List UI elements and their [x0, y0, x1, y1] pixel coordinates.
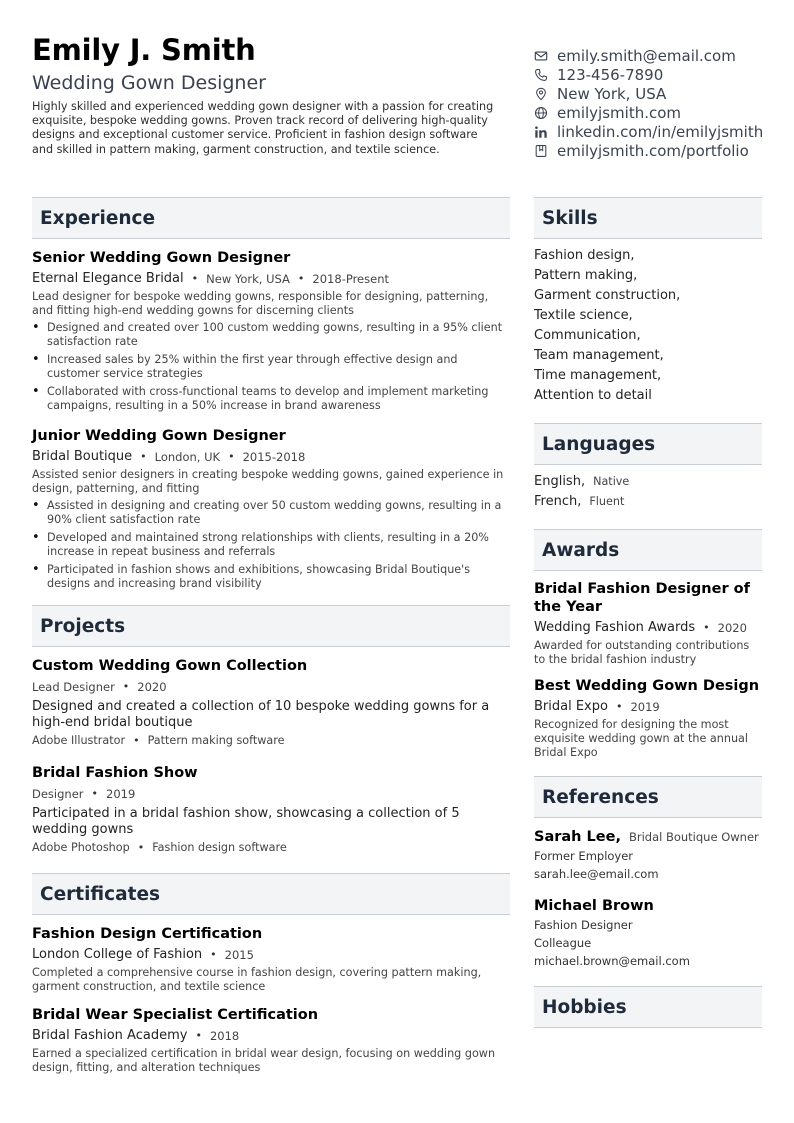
job-bullet: • Increased sales by 25% within the first year through effective design and customer service strategies: [32, 353, 510, 381]
project-tools: [32, 841, 510, 855]
reference-role: Bridal Boutique Owner: [628, 830, 759, 844]
resume-header: [32, 32, 512, 157]
language-name: English,: [534, 474, 586, 489]
skill-item: Attention to detail: [534, 388, 652, 403]
separator-dot: •: [137, 841, 145, 854]
certificate-year: 2018: [209, 1029, 240, 1043]
job-summary: Assisted senior designers in creating bespoke wedding gowns, gained experience in design, patterning, and fitting: [32, 468, 504, 495]
separator-dot: •: [615, 700, 623, 713]
job-meta: [32, 449, 510, 465]
contact-portfolio-text: emilyjsmith.com/portfolio: [557, 141, 749, 160]
certificate-title: Bridal Wear Specialist Certification: [32, 1007, 319, 1023]
separator-dot: •: [191, 272, 199, 285]
certificate-year: 2015: [224, 948, 254, 962]
award-title: Bridal Fashion Designer of the Year: [534, 581, 750, 615]
job-dates: 2015-2018: [242, 450, 306, 464]
certificate-meta: [32, 1028, 510, 1044]
contact-phone-text: 123-456-7890: [557, 65, 664, 84]
skill-item: Time management,: [534, 368, 662, 383]
awards-heading: Awards: [534, 529, 762, 571]
skill-item: Team management,: [534, 348, 664, 363]
language-item: [534, 492, 762, 512]
reference-name: Sarah Lee,: [534, 829, 621, 845]
separator-dot: •: [228, 450, 235, 463]
skill-item: Garment construction,: [534, 288, 681, 303]
location-pin-icon: [534, 87, 548, 101]
skills-list: [534, 246, 762, 406]
project-description: Designed and created a collection of 10 bespoke wedding gowns for a high-end bridal boutique: [32, 699, 490, 730]
reference-email[interactable]: sarah.lee@email.com: [534, 867, 659, 881]
job-meta: [32, 271, 510, 287]
phone-icon: [534, 68, 548, 82]
contact-phone[interactable]: [534, 65, 784, 84]
candidate-name: Emily J. Smith: [32, 33, 256, 67]
skill-item: Pattern making,: [534, 268, 638, 283]
certificate-issuer: Bridal Fashion Academy: [32, 1028, 188, 1043]
profile-summary: Highly skilled and experienced wedding gown designer with a passion for creating exquisite, bespoke wedding gowns. Proven track record of delivering high-quality designs and exceptional customer service. Proficient in fashion design software and skilled in pattern making, garment construction, and textile science.: [32, 100, 494, 156]
references-heading: References: [534, 776, 762, 818]
certificate-description: Earned a specialized certification in bridal wear design, focusing on wedding gown design, fitting, and alteration techniques: [32, 1047, 496, 1074]
separator-dot: •: [140, 450, 147, 463]
job-bullet: • Participated in fashion shows and exhibitions, showcasing Bridal Boutique's designs and increasing brand visibility: [32, 563, 510, 591]
skills-heading: Skills: [534, 197, 762, 239]
left-column: [32, 197, 510, 1075]
candidate-title: Wedding Gown Designer: [32, 72, 266, 94]
contact-website[interactable]: [534, 103, 784, 122]
award-issuer: Wedding Fashion Awards: [534, 620, 696, 635]
contact-linkedin[interactable]: [534, 122, 784, 141]
job-bullets: [32, 321, 510, 413]
language-item: [534, 472, 762, 492]
bookmark-icon: [534, 144, 548, 158]
reference-relation: Former Employer: [534, 849, 634, 863]
reference-relation: Colleague: [534, 936, 592, 950]
certificate-description: Completed a comprehensive course in fashion design, covering pattern making, garment construction, and textile science: [32, 966, 482, 993]
separator-dot: •: [91, 787, 99, 800]
separator-dot: •: [133, 734, 140, 747]
project-title: Bridal Fashion Show: [32, 765, 198, 781]
email-icon: [534, 49, 548, 63]
experience-heading: Experience: [32, 197, 510, 239]
project-year: 2020: [137, 680, 167, 694]
job-bullet: • Assisted in designing and creating over 50 custom wedding gowns, resulting in a 90% client satisfaction rate: [32, 499, 510, 527]
linkedin-icon: [534, 125, 548, 139]
contact-linkedin-text: linkedin.com/in/emilyjsmith: [557, 122, 764, 141]
experience-item: [32, 427, 510, 591]
project-item: [32, 764, 510, 855]
reference-email[interactable]: michael.brown@email.com: [534, 954, 690, 968]
experience-item: [32, 249, 510, 413]
skill-item: Communication,: [534, 328, 641, 343]
separator-dot: •: [703, 621, 710, 634]
language-name: French,: [534, 494, 582, 509]
project-tool: Adobe Illustrator: [32, 734, 126, 747]
certificates-heading: Certificates: [32, 873, 510, 915]
skill-item: Textile science,: [534, 308, 633, 323]
award-title: Best Wedding Gown Design: [534, 678, 760, 694]
contact-location-text: New York, USA: [557, 84, 667, 103]
award-meta: [534, 620, 762, 636]
separator-dot: •: [195, 1029, 202, 1042]
certificate-item: [32, 1006, 510, 1075]
award-meta: [534, 699, 762, 715]
separator-dot: •: [210, 948, 217, 961]
project-meta: [32, 679, 510, 695]
project-role: Designer: [32, 787, 84, 801]
projects-heading: Projects: [32, 605, 510, 647]
project-title: Custom Wedding Gown Collection: [32, 658, 308, 674]
separator-dot: •: [297, 272, 305, 285]
reference-role: Fashion Designer: [534, 918, 633, 932]
job-title: Senior Wedding Gown Designer: [32, 250, 291, 266]
project-tool: Adobe Photoshop: [32, 841, 130, 854]
languages-heading: Languages: [534, 423, 762, 465]
project-tool: Pattern making software: [147, 734, 285, 747]
reference-header: [534, 827, 762, 847]
job-title: Junior Wedding Gown Designer: [32, 428, 286, 444]
certificate-meta: [32, 947, 510, 963]
award-year: 2019: [630, 700, 660, 714]
job-bullet: • Developed and maintained strong relationships with clients, resulting in a 20% increase in repeat business and referrals: [32, 531, 510, 559]
language-level: Native: [593, 475, 630, 488]
separator-dot: •: [122, 680, 130, 693]
award-year: 2020: [717, 621, 747, 635]
project-meta: [32, 786, 510, 802]
reference-item: [534, 827, 762, 883]
company-name: Bridal Boutique: [32, 449, 133, 464]
contact-website-text: emilyjsmith.com: [557, 103, 682, 122]
job-bullet: • Collaborated with cross-functional teams to develop and implement marketing campaigns, resulting in a 50% increase in brand awareness: [32, 385, 510, 413]
reference-name: Michael Brown: [534, 898, 654, 914]
project-description: Participated in a bridal fashion show, showcasing a collection of 5 wedding gowns: [32, 806, 460, 837]
contact-list: [534, 46, 784, 160]
language-level: Fluent: [589, 495, 625, 508]
job-location: New York, USA: [206, 272, 290, 286]
certificate-item: [32, 925, 510, 994]
reference-item: [534, 896, 762, 970]
contact-email[interactable]: [534, 46, 784, 65]
award-item: [534, 677, 762, 760]
company-name: Eternal Elegance Bridal: [32, 271, 184, 286]
right-column: [534, 197, 762, 1028]
project-tools: [32, 734, 510, 748]
skill-item: Fashion design,: [534, 248, 635, 263]
project-year: 2019: [106, 787, 136, 801]
certificate-issuer: London College of Fashion: [32, 947, 203, 962]
job-location: London, UK: [154, 450, 221, 464]
award-description: Recognized for designing the most exquisite wedding gown at the annual Bridal Expo: [534, 718, 749, 759]
job-bullets: [32, 499, 510, 591]
contact-email-text: emily.smith@email.com: [557, 46, 736, 65]
job-bullet: • Designed and created over 100 custom wedding gowns, resulting in a 95% client satisfaction rate: [32, 321, 510, 349]
globe-icon: [534, 106, 548, 120]
project-item: [32, 657, 510, 748]
certificate-title: Fashion Design Certification: [32, 926, 263, 942]
award-description: Awarded for outstanding contributions to the bridal fashion industry: [534, 639, 750, 666]
contact-portfolio[interactable]: [534, 141, 784, 160]
languages-list: [534, 472, 762, 512]
project-tool: Fashion design software: [152, 841, 287, 854]
project-role: Lead Designer: [32, 680, 115, 694]
award-item: [534, 580, 762, 667]
hobbies-heading: Hobbies: [534, 986, 762, 1028]
job-summary: Lead designer for bespoke wedding gowns, responsible for designing, patterning, and fitting high-end wedding gowns for discerning clients: [32, 290, 489, 317]
job-dates: 2018-Present: [312, 272, 389, 286]
contact-location: [534, 84, 784, 103]
award-issuer: Bridal Expo: [534, 699, 608, 714]
